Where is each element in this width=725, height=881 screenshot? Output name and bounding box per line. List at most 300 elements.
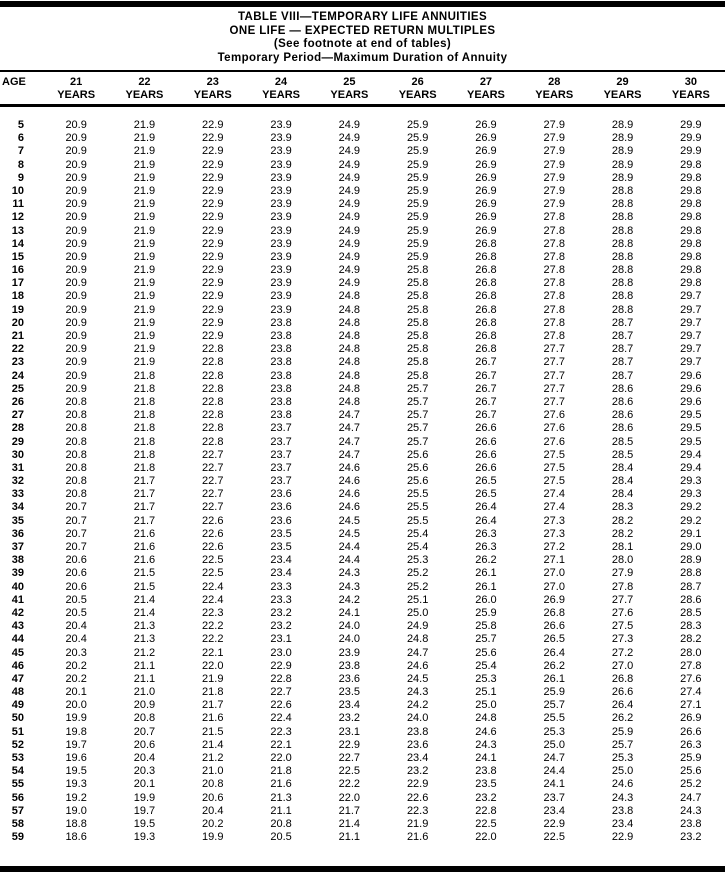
age-cell: 11	[12, 198, 24, 211]
multiple-cell: 22.7	[202, 448, 224, 461]
multiple-cell: 26.6	[475, 461, 497, 474]
multiple-cell: 21.7	[133, 488, 156, 501]
multiple-cell: 23.9	[270, 184, 292, 197]
multiple-cell: 20.8	[65, 422, 87, 435]
multiple-cell: 23.8	[270, 330, 292, 342]
table-row	[0, 647, 725, 660]
multiple-cell: 25.6	[406, 475, 429, 488]
multiple-cell: 20.8	[133, 712, 156, 725]
multiple-cell: 20.7	[65, 514, 87, 527]
multiple-cell: 19.8	[65, 725, 87, 738]
year-number: 21	[70, 76, 83, 88]
multiple-cell: 26.3	[680, 738, 702, 751]
years-label: YEARS	[330, 89, 369, 101]
multiple-cell: 20.9	[133, 699, 156, 712]
multiple-cell: 29.6	[680, 369, 702, 382]
multiple-cell: 20.5	[65, 593, 87, 606]
multiple-cell: 27.8	[543, 330, 565, 342]
multiple-cell: 23.6	[406, 738, 429, 751]
multiple-cell: 23.9	[270, 237, 292, 250]
age-cell: 34	[11, 501, 24, 514]
age-cell: 49	[11, 699, 24, 712]
multiple-cell: 26.6	[611, 686, 634, 699]
multiple-cell: 21.0	[202, 765, 224, 778]
multiple-cell: 29.7	[680, 303, 702, 316]
table-row	[0, 304, 725, 317]
multiple-cell: 28.8	[611, 224, 634, 237]
multiple-cell: 22.3	[202, 606, 224, 619]
multiple-cell: 22.9	[202, 198, 224, 211]
multiple-cell: 20.4	[133, 752, 156, 764]
multiple-cell: 25.8	[406, 290, 429, 303]
multiple-cell: 21.8	[202, 686, 224, 699]
age-cell: 22	[11, 343, 24, 356]
multiple-cell: 23.2	[680, 831, 702, 844]
multiple-cell: 23.4	[270, 567, 292, 580]
multiple-cell: 18.8	[65, 817, 87, 830]
multiple-cell: 22.8	[202, 435, 224, 448]
multiple-cell: 24.6	[338, 475, 361, 488]
multiple-cell: 22.4	[270, 712, 292, 725]
multiple-cell: 27.1	[680, 699, 702, 712]
table-row	[0, 765, 725, 778]
table-row	[0, 541, 725, 554]
multiple-cell: 23.8	[270, 369, 292, 382]
multiple-cell: 22.7	[202, 501, 224, 514]
table-row	[0, 831, 725, 844]
temporary-period-caption: Temporary Period—Maximum Duration of Annuity	[217, 51, 508, 64]
multiple-cell: 27.9	[543, 198, 565, 211]
multiple-cell: 29.8	[680, 237, 702, 250]
multiple-cell: 29.5	[680, 409, 702, 422]
table-row	[0, 356, 725, 369]
table-row	[0, 277, 725, 290]
multiple-cell: 22.7	[202, 488, 224, 501]
annuity-table-body	[0, 119, 725, 844]
multiple-cell: 22.1	[202, 646, 224, 659]
multiple-cell: 26.7	[475, 369, 497, 382]
age-cell: 33	[11, 488, 24, 501]
multiple-cell: 20.9	[65, 303, 87, 316]
multiple-cell: 23.5	[475, 778, 497, 791]
multiple-cell: 26.3	[475, 527, 497, 540]
multiple-cell: 22.8	[202, 343, 224, 356]
multiple-cell: 27.0	[543, 580, 565, 593]
table-row	[0, 607, 725, 620]
age-cell: 14	[11, 237, 24, 250]
age-cell: 53	[11, 752, 24, 764]
age-cell: 58	[11, 817, 24, 830]
multiple-cell: 29.5	[680, 435, 702, 448]
years-label: YEARS	[262, 89, 300, 101]
multiple-cell: 27.6	[680, 672, 702, 685]
multiple-cell: 25.8	[475, 620, 497, 633]
multiple-cell: 23.1	[270, 633, 292, 646]
age-cell: 21	[11, 330, 24, 342]
column-header-row	[0, 76, 725, 102]
multiple-cell: 24.7	[338, 422, 361, 435]
multiple-cell: 24.3	[680, 804, 702, 817]
table-row	[0, 488, 725, 501]
multiple-cell: 29.9	[680, 119, 702, 131]
multiple-cell: 27.4	[680, 686, 702, 699]
multiple-cell: 21.8	[133, 461, 156, 474]
multiple-cell: 22.5	[338, 765, 361, 778]
multiple-cell: 26.6	[475, 422, 497, 435]
bottom-rule	[0, 866, 725, 872]
table-title-block	[0, 11, 725, 65]
multiple-cell: 26.6	[475, 448, 497, 461]
multiple-cell: 24.9	[338, 145, 361, 158]
multiple-cell: 26.9	[475, 184, 497, 197]
multiple-cell: 28.0	[680, 646, 702, 659]
multiple-cell: 28.9	[680, 554, 702, 567]
table-row	[0, 330, 725, 343]
multiple-cell: 21.1	[133, 672, 156, 685]
multiple-cell: 26.8	[543, 606, 565, 619]
multiple-cell: 20.7	[133, 725, 156, 738]
multiple-cell: 21.9	[133, 343, 156, 356]
multiple-cell: 27.7	[543, 382, 565, 395]
multiple-cell: 27.3	[543, 527, 565, 540]
multiple-cell: 20.9	[65, 184, 87, 197]
multiple-cell: 25.9	[406, 250, 429, 263]
multiple-cell: 22.7	[202, 461, 224, 474]
years-label: YEARS	[125, 89, 164, 101]
multiple-cell: 25.9	[406, 119, 429, 131]
multiple-cell: 24.5	[338, 514, 361, 527]
multiple-cell: 21.3	[270, 791, 292, 804]
multiple-cell: 20.9	[65, 158, 87, 171]
multiple-cell: 28.9	[611, 119, 634, 131]
multiple-cell: 28.6	[611, 422, 634, 435]
multiple-cell: 26.9	[475, 211, 497, 224]
multiple-cell: 24.8	[338, 343, 361, 356]
multiple-cell: 26.7	[475, 382, 497, 395]
year-column-header-21	[42, 76, 110, 102]
multiple-cell: 20.8	[65, 409, 87, 422]
multiple-cell: 24.1	[543, 778, 565, 791]
multiple-cell: 21.9	[133, 264, 156, 277]
multiple-cell: 26.3	[475, 541, 497, 553]
multiple-cell: 27.5	[543, 461, 565, 474]
multiple-cell: 24.6	[338, 488, 361, 501]
multiple-cell: 29.3	[680, 475, 702, 488]
multiple-cell: 28.8	[611, 198, 634, 211]
multiple-cell: 22.9	[202, 237, 224, 250]
multiple-cell: 27.8	[543, 224, 565, 237]
multiple-cell: 28.7	[611, 330, 634, 342]
multiple-cell: 21.6	[406, 831, 429, 844]
multiple-cell: 21.9	[133, 224, 156, 237]
multiple-cell: 26.8	[475, 343, 497, 356]
age-cell: 27	[11, 409, 24, 422]
multiple-cell: 26.8	[475, 290, 497, 303]
multiple-cell: 22.8	[270, 672, 292, 685]
multiple-cell: 25.9	[406, 132, 429, 145]
table-row	[0, 528, 725, 541]
multiple-cell: 22.4	[202, 580, 224, 593]
table-row	[0, 726, 725, 739]
multiple-cell: 21.9	[133, 303, 156, 316]
multiple-cell: 21.5	[133, 567, 156, 580]
multiple-cell: 25.9	[406, 145, 429, 158]
multiple-cell: 26.7	[475, 356, 497, 369]
multiple-cell: 27.8	[680, 659, 702, 672]
multiple-cell: 20.7	[65, 501, 87, 514]
multiple-cell: 25.3	[475, 672, 497, 685]
multiple-cell: 24.9	[338, 237, 361, 250]
multiple-cell: 22.2	[202, 620, 224, 633]
multiple-cell: 24.8	[338, 369, 361, 382]
multiple-cell: 27.9	[543, 158, 565, 171]
multiple-cell: 25.8	[406, 343, 429, 356]
multiple-cell: 25.4	[406, 527, 429, 540]
multiple-cell: 27.6	[543, 422, 565, 435]
multiple-cell: 23.4	[611, 817, 634, 830]
multiple-cell: 28.2	[611, 514, 634, 527]
multiple-cell: 27.4	[543, 501, 565, 514]
multiple-cell: 22.3	[270, 725, 292, 738]
multiple-cell: 22.9	[543, 817, 565, 830]
multiple-cell: 27.8	[611, 580, 634, 593]
multiple-cell: 19.9	[202, 831, 224, 844]
multiple-cell: 24.9	[338, 250, 361, 263]
table-row	[0, 132, 725, 145]
multiple-cell: 28.7	[611, 356, 634, 369]
multiple-cell: 21.2	[202, 752, 224, 764]
table-row	[0, 805, 725, 818]
multiple-cell: 21.6	[202, 712, 224, 725]
multiple-cell: 23.8	[270, 395, 292, 408]
multiple-cell: 21.9	[133, 184, 156, 197]
multiple-cell: 20.9	[65, 211, 87, 224]
multiple-cell: 21.5	[133, 580, 156, 593]
age-cell: 51	[11, 725, 24, 738]
multiple-cell: 21.4	[338, 817, 361, 830]
multiple-cell: 27.8	[543, 237, 565, 250]
multiple-cell: 28.1	[611, 541, 634, 553]
multiple-cell: 25.2	[680, 778, 702, 791]
multiple-cell: 27.5	[543, 475, 565, 488]
multiple-cell: 24.6	[475, 725, 497, 738]
multiple-cell: 23.8	[270, 343, 292, 356]
multiple-cell: 29.3	[680, 488, 702, 501]
table-row	[0, 396, 725, 409]
multiple-cell: 26.8	[475, 237, 497, 250]
multiple-cell: 20.6	[65, 580, 87, 593]
multiple-cell: 28.6	[611, 382, 634, 395]
multiple-cell: 25.2	[406, 580, 429, 593]
age-cell: 13	[11, 224, 24, 237]
multiple-cell: 26.1	[543, 672, 565, 685]
multiple-cell: 20.4	[65, 620, 87, 633]
multiple-cell: 23.9	[338, 646, 361, 659]
multiple-cell: 25.9	[475, 606, 497, 619]
year-number: 25	[343, 76, 356, 88]
multiple-cell: 23.1	[338, 725, 361, 738]
multiple-cell: 24.8	[338, 382, 361, 395]
table-row	[0, 462, 725, 475]
multiple-cell: 27.2	[543, 541, 565, 553]
multiple-cell: 26.6	[543, 620, 565, 633]
multiple-cell: 21.9	[133, 171, 156, 184]
multiple-cell: 28.7	[611, 316, 634, 329]
multiple-cell: 28.8	[611, 290, 634, 303]
multiple-cell: 21.9	[133, 250, 156, 263]
multiple-cell: 27.7	[543, 369, 565, 382]
multiple-cell: 29.7	[680, 316, 702, 329]
multiple-cell: 24.2	[406, 699, 429, 712]
multiple-cell: 28.8	[611, 250, 634, 263]
multiple-cell: 29.5	[680, 422, 702, 435]
multiple-cell: 21.7	[133, 501, 156, 514]
top-rule	[0, 1, 725, 7]
table-row	[0, 264, 725, 277]
years-label: YEARS	[671, 89, 710, 101]
multiple-cell: 20.6	[65, 554, 87, 567]
multiple-cell: 19.5	[133, 817, 156, 830]
multiple-cell: 24.9	[338, 132, 361, 145]
header-bottom-rule	[0, 104, 725, 107]
table-row	[0, 251, 725, 264]
multiple-cell: 21.7	[133, 475, 156, 488]
multiple-cell: 22.6	[406, 791, 429, 804]
multiple-cell: 29.9	[680, 145, 702, 158]
multiple-cell: 23.2	[338, 712, 361, 725]
multiple-cell: 22.3	[406, 804, 429, 817]
multiple-cell: 22.9	[202, 158, 224, 171]
table-row	[0, 422, 725, 435]
multiple-cell: 20.1	[65, 686, 87, 699]
multiple-cell: 29.8	[680, 224, 702, 237]
multiple-cell: 21.4	[133, 593, 156, 606]
age-column-header: AGE	[2, 76, 26, 88]
year-number: 29	[616, 76, 629, 88]
multiple-cell: 23.9	[270, 250, 292, 263]
multiple-cell: 24.9	[338, 171, 361, 184]
year-number: 28	[548, 76, 561, 88]
multiple-cell: 22.6	[270, 699, 292, 712]
year-column-header-30	[657, 76, 725, 102]
multiple-cell: 24.6	[611, 778, 634, 791]
multiple-cell: 20.9	[65, 145, 87, 158]
multiple-cell: 22.8	[202, 356, 224, 369]
multiple-cell: 25.9	[543, 686, 565, 699]
multiple-cell: 20.6	[133, 738, 156, 751]
multiple-cell: 23.7	[270, 435, 292, 448]
multiple-cell: 24.3	[338, 567, 361, 580]
multiple-cell: 22.4	[202, 593, 224, 606]
multiple-cell: 21.8	[133, 369, 156, 382]
age-cell: 31	[11, 461, 24, 474]
table-row	[0, 739, 725, 752]
age-cell: 43	[11, 620, 24, 633]
multiple-cell: 24.9	[338, 198, 361, 211]
multiple-cell: 29.8	[680, 158, 702, 171]
age-cell: 17	[11, 277, 24, 290]
table-row	[0, 673, 725, 686]
multiple-cell: 22.9	[202, 290, 224, 303]
multiple-cell: 22.9	[202, 211, 224, 224]
multiple-cell: 24.8	[338, 356, 361, 369]
multiple-cell: 24.7	[406, 646, 429, 659]
multiple-cell: 27.7	[543, 395, 565, 408]
multiple-cell: 26.8	[475, 330, 497, 342]
multiple-cell: 22.7	[270, 686, 292, 699]
multiple-cell: 23.7	[270, 448, 292, 461]
table-subtitle: ONE LIFE — EXPECTED RETURN MULTIPLES	[229, 24, 496, 37]
table-row	[0, 581, 725, 594]
age-cell: 35	[11, 514, 24, 527]
age-cell: 57	[11, 804, 24, 817]
multiple-cell: 21.0	[133, 686, 156, 699]
multiple-cell: 29.8	[680, 264, 702, 277]
age-cell: 23	[11, 356, 24, 369]
multiple-cell: 22.8	[202, 409, 224, 422]
multiple-cell: 21.8	[133, 435, 156, 448]
multiple-cell: 20.9	[65, 277, 87, 290]
age-cell: 42	[11, 606, 24, 619]
multiple-cell: 25.7	[406, 422, 429, 435]
multiple-cell: 28.9	[611, 145, 634, 158]
multiple-cell: 20.9	[65, 290, 87, 303]
multiple-cell: 29.7	[680, 356, 702, 369]
multiple-cell: 26.9	[680, 712, 702, 725]
multiple-cell: 24.7	[338, 409, 361, 422]
multiple-cell: 21.9	[133, 198, 156, 211]
multiple-cell: 23.8	[270, 316, 292, 329]
multiple-cell: 23.9	[270, 171, 292, 184]
multiple-cell: 22.2	[202, 633, 224, 646]
multiple-cell: 27.3	[611, 633, 634, 646]
multiple-cell: 27.8	[543, 277, 565, 290]
age-cell: 55	[11, 778, 24, 791]
multiple-cell: 20.8	[65, 488, 87, 501]
multiple-cell: 20.9	[65, 343, 87, 356]
multiple-cell: 19.3	[65, 778, 87, 791]
multiple-cell: 24.3	[475, 738, 497, 751]
multiple-cell: 27.2	[611, 646, 634, 659]
multiple-cell: 26.8	[611, 672, 634, 685]
multiple-cell: 24.8	[338, 395, 361, 408]
multiple-cell: 29.4	[680, 461, 702, 474]
multiple-cell: 28.5	[611, 435, 634, 448]
multiple-cell: 25.9	[680, 752, 702, 764]
multiple-cell: 27.5	[543, 448, 565, 461]
multiple-cell: 25.5	[543, 712, 565, 725]
multiple-cell: 21.4	[133, 606, 156, 619]
multiple-cell: 20.6	[65, 567, 87, 580]
table-row	[0, 317, 725, 330]
year-column-header-26	[384, 76, 452, 102]
multiple-cell: 20.5	[270, 831, 292, 844]
multiple-cell: 28.0	[611, 554, 634, 567]
multiple-cell: 29.2	[680, 501, 702, 514]
multiple-cell: 23.5	[270, 541, 292, 553]
age-cell: 47	[11, 672, 24, 685]
multiple-cell: 20.7	[65, 541, 87, 553]
multiple-cell: 25.7	[406, 409, 429, 422]
year-number: 27	[479, 76, 493, 88]
multiple-cell: 26.8	[475, 264, 497, 277]
multiple-cell: 20.9	[65, 330, 87, 342]
multiple-cell: 28.8	[611, 264, 634, 277]
years-label: YEARS	[398, 89, 437, 101]
multiple-cell: 21.7	[202, 699, 224, 712]
table-row	[0, 383, 725, 396]
multiple-cell: 22.9	[611, 831, 634, 844]
